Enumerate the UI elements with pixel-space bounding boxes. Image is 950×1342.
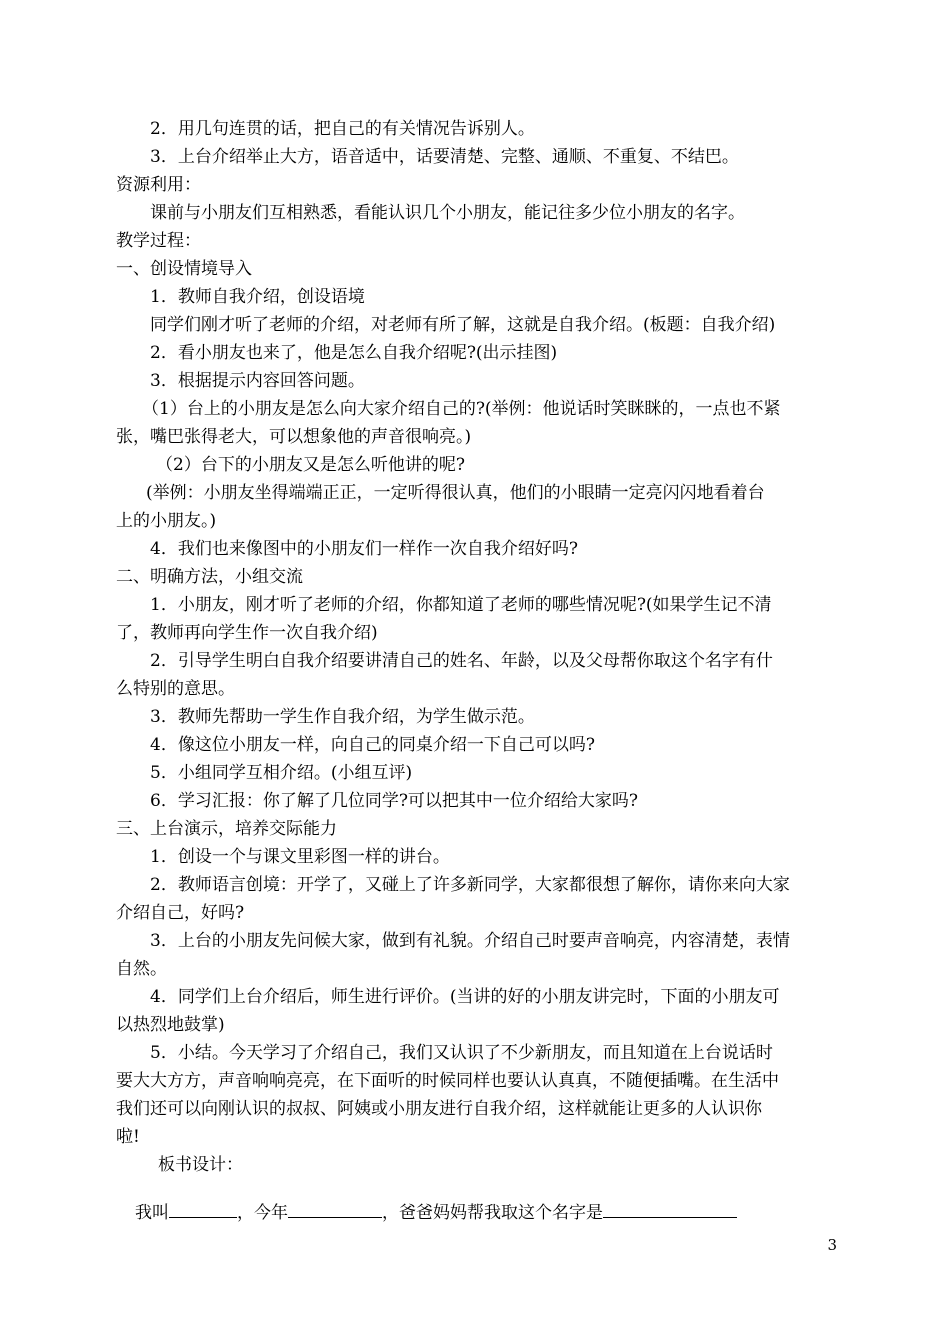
- text-line: 3．教师先帮助一学生作自我介绍，为学生做示范。: [150, 707, 535, 727]
- text-line: 1．创设一个与课文里彩图一样的讲台。: [150, 847, 450, 867]
- age-blank: [288, 1197, 382, 1218]
- text-line: 板书设计：: [158, 1155, 243, 1175]
- text-line: 4．同学们上台介绍后，师生进行评价。(当讲的好的小朋友讲完时，下面的小朋友可: [150, 987, 780, 1007]
- text-line: 我们还可以向刚认识的叔叔、阿姨或小朋友进行自我介绍，这样就能让更多的人认识你: [116, 1099, 762, 1119]
- text-line: 以热烈地鼓掌): [116, 1015, 225, 1035]
- text-line: 6．学习汇报：你了解了几位同学?可以把其中一位介绍给大家吗?: [150, 791, 639, 811]
- text-line: （1）台上的小朋友是怎么向大家介绍自己的?(举例：他说话时笑眯眯的，一点也不紧: [142, 399, 781, 419]
- text-line: （2）台下的小朋友又是怎么听他讲的呢?: [156, 455, 465, 475]
- board-design-fill-in: [135, 1197, 737, 1225]
- text-line: 课前与小朋友们互相熟悉，看能认识几个小朋友，能记往多少位小朋友的名字。: [150, 203, 745, 223]
- text-line: 2．看小朋友也来了，他是怎么自我介绍呢?(出示挂图): [150, 343, 558, 363]
- text-line: 三、上台演示，培养交际能力: [116, 819, 337, 839]
- text-line: 资源利用：: [116, 175, 201, 195]
- text-line: 2．引导学生明白自我介绍要讲清自己的姓名、年龄，以及父母帮你取这个名字有什: [150, 651, 773, 671]
- text-line: 3．上台介绍举止大方，语音适中，话要清楚、完整、通顺、不重复、不结巴。: [150, 147, 739, 167]
- text-line: 二、明确方法，小组交流: [116, 567, 303, 587]
- text-line: 自然。: [116, 959, 167, 979]
- board-text-3: ，爸爸妈妈帮我取这个名字是: [382, 1203, 603, 1223]
- text-line: 4．像这位小朋友一样，向自己的同桌介绍一下自己可以吗?: [150, 735, 595, 755]
- text-line: 3．根据提示内容回答问题。: [150, 371, 365, 391]
- text-line: 2．教师语言创境：开学了，又碰上了许多新同学，大家都很想了解你，请你来向大家: [150, 875, 790, 895]
- page-number: 3: [827, 1236, 837, 1254]
- text-line: 教学过程：: [116, 231, 201, 251]
- text-line: 2．用几句连贯的话，把自己的有关情况告诉别人。: [150, 119, 535, 139]
- text-line: 1．教师自我介绍，创设语境: [150, 287, 365, 307]
- text-line: 5．小结。今天学习了介绍自己，我们又认识了不少新朋友，而且知道在上台说话时: [150, 1043, 773, 1063]
- text-line: 1．小朋友，刚才听了老师的介绍，你都知道了老师的哪些情况呢?(如果学生记不清: [150, 595, 772, 615]
- text-line: (举例：小朋友坐得端端正正，一定听得很认真，他们的小眼睛一定亮闪闪地看着台: [146, 483, 765, 503]
- board-text-1: 我叫: [135, 1203, 169, 1223]
- text-line: 介绍自己，好吗?: [116, 903, 245, 923]
- text-line: 4．我们也来像图中的小朋友们一样作一次自我介绍好吗?: [150, 539, 578, 559]
- text-line: 上的小朋友。): [116, 511, 217, 531]
- text-line: 啦!: [116, 1127, 140, 1147]
- meaning-blank: [603, 1197, 737, 1218]
- text-line: 一、创设情境导入: [116, 259, 252, 279]
- text-line: 了，教师再向学生作一次自我介绍): [116, 623, 378, 643]
- text-line: 么特别的意思。: [116, 679, 235, 699]
- board-text-2: ，今年: [237, 1203, 288, 1223]
- name-blank: [169, 1197, 237, 1218]
- document-body: [116, 115, 840, 1179]
- text-line: 同学们刚才听了老师的介绍，对老师有所了解，这就是自我介绍。(板题：自我介绍): [150, 315, 776, 335]
- text-line: 3．上台的小朋友先问候大家，做到有礼貌。介绍自己时要声音响亮，内容清楚，表情: [150, 931, 790, 951]
- text-line: 5．小组同学互相介绍。(小组互评): [150, 763, 413, 783]
- text-line: 要大大方方，声音响响亮亮，在下面听的时候同样也要认认真真，不随便插嘴。在生活中: [116, 1071, 779, 1091]
- text-line: 张，嘴巴张得老大，可以想象他的声音很响亮。): [116, 427, 472, 447]
